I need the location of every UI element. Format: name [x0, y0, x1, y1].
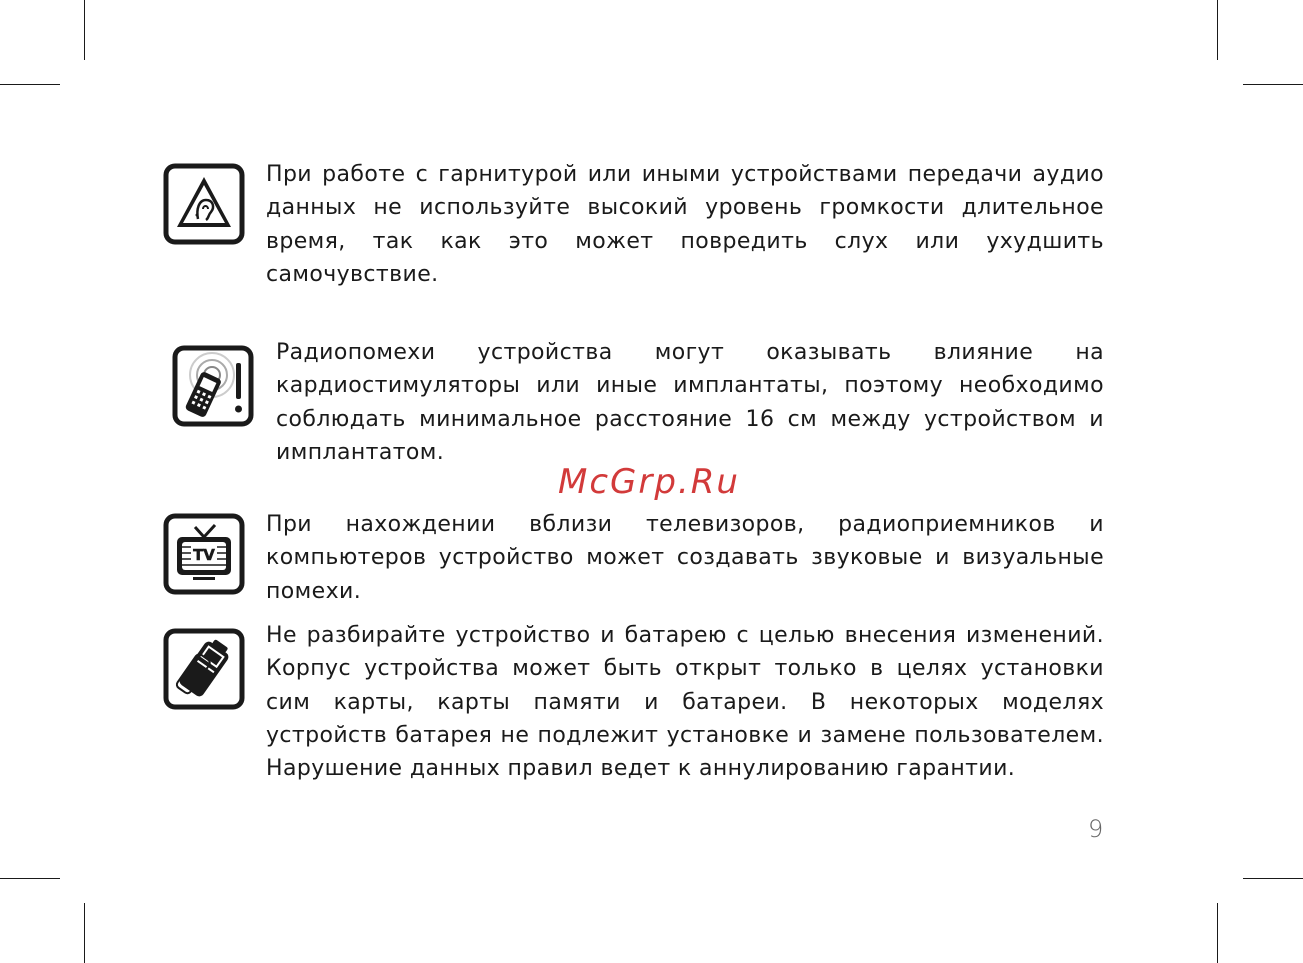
crop-mark [1243, 84, 1303, 85]
hearing-warning-text: При работе с гарнитурой или иными устройствами передачи аудио данных не используйте высокий уровень громкости длительное время, так как это может повредить слух или ухудшить самочувствие. [266, 162, 1104, 287]
page-number: 9 [1088, 815, 1104, 843]
crop-mark [84, 0, 85, 60]
crop-mark [1243, 878, 1303, 879]
crop-mark [1217, 903, 1218, 963]
crop-mark [1217, 0, 1218, 60]
battery-text: Не разбирайте устройство и батарею с целью внесения изменений. Корпус устройства может быть открыт только в целях установки сим карты, карты памяти и батареи. В некоторых моделях устройств батарея не подлежит установке и замене пользователем. Нарушение данных правил ведет к аннулированию гарантии. [266, 623, 1104, 782]
crop-mark [0, 878, 60, 879]
tv-interference-icon [163, 513, 245, 595]
crop-mark [84, 903, 85, 963]
tv-label: TV [193, 546, 215, 564]
watermark: McGrp.Ru [558, 462, 740, 502]
hearing-warning-icon [163, 163, 245, 245]
pacemaker-text: Радиопомехи устройства могут оказывать влияние на кардиостимуляторы или иные имплантаты, поэтому необходимо соблюдать минимальное расстояние 16 см между устройством и имплантатом. [276, 340, 1104, 465]
crop-mark [0, 84, 60, 85]
tv-interference-text: При нахождении вблизи телевизоров, радиоприемников и компьютеров устройство может создавать звуковые и визуальные помехи. [266, 512, 1104, 604]
pacemaker-interference-icon [172, 345, 254, 427]
battery-disassembly-icon [163, 628, 245, 710]
